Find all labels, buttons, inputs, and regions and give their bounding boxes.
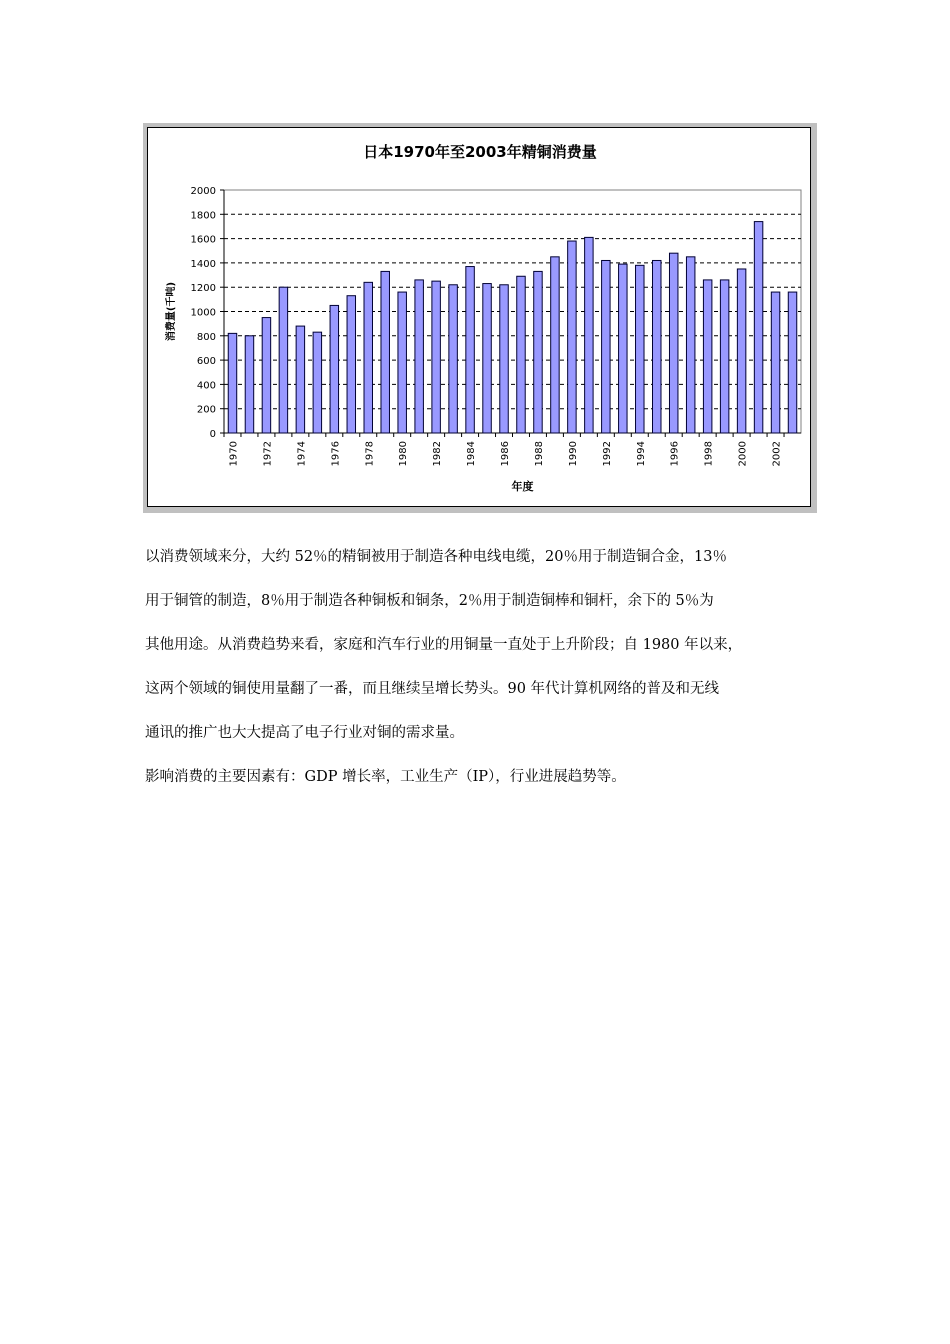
x-tick-label: 1996 xyxy=(669,441,681,467)
bar xyxy=(398,292,406,433)
x-tick-label: 2000 xyxy=(737,441,749,467)
bar xyxy=(330,305,338,433)
y-tick-label: 1800 xyxy=(190,210,216,222)
y-tick-label: 800 xyxy=(196,331,216,343)
bar-chart xyxy=(148,128,812,508)
y-tick-label: 1600 xyxy=(190,234,216,246)
paragraph-line: 这两个领域的铜使用量翻了一番，而且继续呈增长势头。90 年代计算机网络的普及和无线 xyxy=(145,681,720,697)
bar xyxy=(296,326,304,433)
bar xyxy=(364,282,372,433)
y-tick-label: 2000 xyxy=(190,186,216,197)
bar xyxy=(313,332,321,433)
x-tick-label: 1978 xyxy=(364,441,376,467)
bar xyxy=(517,276,525,433)
paragraph-line: 以消费领域来分，大约 52％的精铜被用于制造各种电线电缆，20％用于制造铜合金，13％ xyxy=(145,549,727,565)
x-tick-label: 1992 xyxy=(601,441,613,467)
bar xyxy=(551,257,559,433)
y-tick-label: 200 xyxy=(196,404,216,416)
bar xyxy=(568,241,576,433)
bar xyxy=(466,267,474,433)
x-tick-label: 1984 xyxy=(466,441,478,467)
y-tick-label: 1200 xyxy=(190,283,216,295)
bar xyxy=(771,292,779,433)
paragraph-factors xyxy=(145,755,825,799)
x-tick-label: 1970 xyxy=(228,441,240,467)
bar xyxy=(245,336,253,433)
bar xyxy=(483,284,491,433)
bar xyxy=(703,280,711,433)
paragraph-line: 影响消费的主要因素有：GDP 增长率，工业生产（IP），行业进展趋势等。 xyxy=(145,769,626,785)
x-tick-label: 1998 xyxy=(703,441,715,467)
bar xyxy=(449,285,457,433)
x-tick-label: 1982 xyxy=(432,441,444,467)
x-tick-label: 1988 xyxy=(533,441,545,467)
bar xyxy=(432,281,440,433)
chart-frame xyxy=(143,123,817,513)
bar xyxy=(686,257,694,433)
x-tick-label: 1990 xyxy=(567,441,579,467)
bar xyxy=(602,260,610,433)
bar xyxy=(381,271,389,433)
bar xyxy=(534,271,542,433)
x-tick-label: 1980 xyxy=(398,441,410,467)
bar xyxy=(720,280,728,433)
y-tick-label: 1000 xyxy=(190,307,216,319)
x-tick-label: 1976 xyxy=(330,441,342,467)
bar xyxy=(228,333,236,433)
bar xyxy=(585,237,593,433)
bar xyxy=(737,269,745,433)
y-tick-label: 1400 xyxy=(190,258,216,270)
x-axis-label: 年度 xyxy=(511,480,534,493)
y-tick-label: 400 xyxy=(196,380,216,392)
bar xyxy=(669,253,677,433)
y-tick-label: 600 xyxy=(196,356,216,368)
bar xyxy=(636,265,644,433)
bar xyxy=(500,285,508,433)
paragraph-line: 其他用途。从消费趋势来看，家庭和汽车行业的用铜量一直处于上升阶段；自 1980 年以来， xyxy=(145,637,743,653)
chart-panel xyxy=(147,127,811,507)
bar xyxy=(619,264,627,433)
x-tick-label: 1972 xyxy=(262,441,274,467)
paragraph-consumption xyxy=(145,535,825,755)
x-tick-label: 1994 xyxy=(635,441,647,467)
y-axis-label: 消费量(千吨) xyxy=(166,281,177,342)
x-tick-label: 1986 xyxy=(500,441,512,467)
x-tick-label: 2002 xyxy=(771,441,783,467)
bar xyxy=(754,222,762,433)
bar xyxy=(653,260,661,433)
paragraph-line: 用于铜管的制造，8％用于制造各种铜板和铜条，2％用于制造铜棒和铜杆，余下的 5％为 xyxy=(145,593,714,609)
x-tick-label: 1974 xyxy=(296,441,308,467)
y-tick-label: 0 xyxy=(209,429,216,440)
paragraph-line: 通讯的推广也大大提高了电子行业对铜的需求量。 xyxy=(145,725,464,741)
bar xyxy=(279,287,287,433)
bar xyxy=(788,292,796,433)
chart-title: 日本1970年至2003年精铜消费量 xyxy=(363,143,597,161)
bar xyxy=(415,280,423,433)
bar xyxy=(262,318,270,433)
bar xyxy=(347,296,355,433)
